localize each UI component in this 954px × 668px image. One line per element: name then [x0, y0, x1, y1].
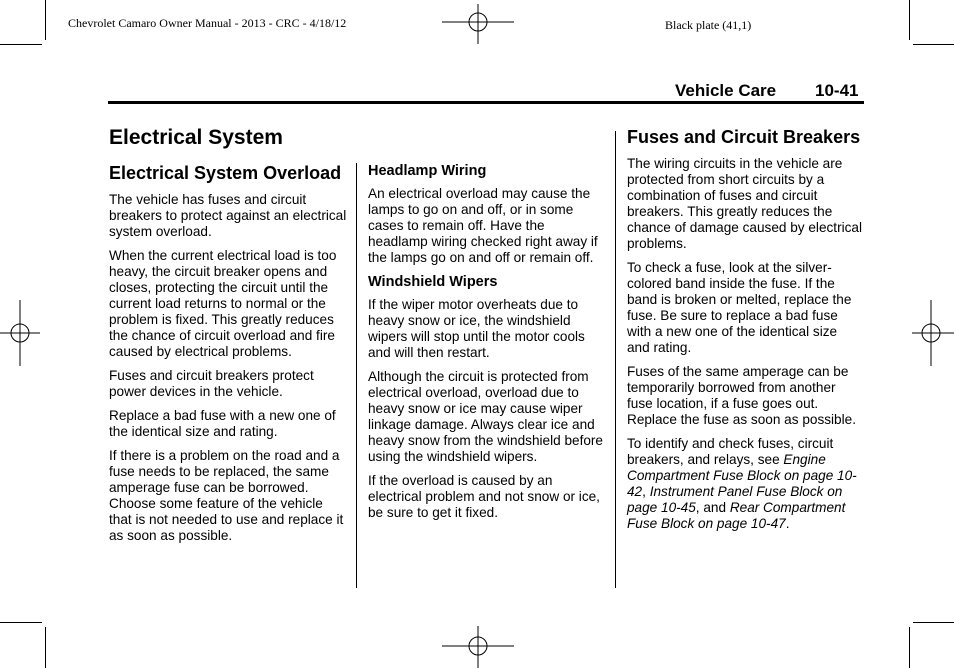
registration-mark-icon — [912, 300, 954, 366]
column-1 — [109, 163, 349, 552]
registration-mark-icon — [442, 626, 514, 668]
paragraph: When the current electrical load is too heavy, the circuit breaker opens and closes, protecting the circuit until the current load returns to normal or the problem is fixed. This greatly reduces the chance of circuit overload and fire caused by electrical problems. — [109, 248, 337, 359]
page-title: Electrical System — [109, 126, 283, 149]
column-2 — [368, 163, 606, 529]
subsection-heading: Headlamp Wiring — [368, 163, 487, 179]
paragraph: Fuses and circuit breakers protect power devices in the vehicle. — [109, 368, 314, 399]
header-rule — [108, 101, 864, 104]
registration-mark-icon — [442, 4, 514, 44]
paragraph: To check a fuse, look at the silver-colored band inside the fuse. If the band is broken or melted, replace the fuse. Be sure to replace a bad fuse with a new one of the identical size and rating. — [627, 260, 852, 355]
cross-reference-link[interactable]: Engine Compartment Fuse Block on page 10-42 — [627, 452, 857, 499]
paragraph — [627, 436, 863, 532]
paragraph: An electrical overload may cause the lamps to go on and off, or in some cases to remain off. Have the headlamp wiring checked right away if the lamps go on and off or remain off. — [368, 186, 598, 265]
ref-intro: To identify and check fuses, circuit breakers, and relays, see — [627, 436, 834, 467]
crop-mark — [45, 627, 46, 668]
crop-mark — [909, 0, 910, 40]
column-divider — [615, 131, 616, 588]
crop-mark — [45, 0, 46, 40]
section-heading: Electrical System Overload — [109, 163, 342, 183]
ref-separator: , and — [695, 500, 730, 515]
page-number: 10-41 — [815, 81, 859, 100]
paragraph: Although the circuit is protected from electrical overload, overload due to heavy snow or ice may cause wiper linkage damage. Always clear ice and heavy snow from the windshield before using the windshield wipers. — [368, 369, 603, 464]
paragraph: If the wiper motor overheats due to heavy snow or ice, the windshield wipers will stop until the motor cools and will then restart. — [368, 297, 585, 360]
cross-reference-link[interactable]: Rear Compartment Fuse Block on page 10-47 — [627, 500, 846, 531]
crop-mark — [0, 622, 42, 623]
crop-mark — [909, 627, 910, 668]
section-heading: Fuses and Circuit Breakers — [627, 127, 861, 147]
paragraph: The vehicle has fuses and circuit breakers to protect against an electrical system overload. — [109, 192, 347, 239]
ref-end: . — [785, 516, 790, 531]
crop-mark — [0, 44, 42, 45]
column-divider — [356, 163, 357, 588]
print-header-left: Chevrolet Camaro Owner Manual - 2013 - CRC - 4/18/12 — [68, 16, 347, 30]
paragraph: If the overload is caused by an electrical problem and not snow or ice, be sure to get it fixed. — [368, 473, 600, 520]
paragraph: Replace a bad fuse with a new one of the identical size and rating. — [109, 408, 336, 439]
print-header-right: Black plate (41,1) — [665, 18, 752, 32]
section-title: Vehicle Care — [675, 81, 777, 100]
cross-reference-link[interactable]: Instrument Panel Fuse Block on page 10-45 — [627, 484, 843, 515]
paragraph: The wiring circuits in the vehicle are protected from short circuits by a combination of fuses and circuit breakers. This greatly reduces the chance of damage caused by electrical problems. — [627, 156, 863, 251]
column-3 — [627, 127, 863, 540]
crop-mark — [913, 622, 954, 623]
paragraph: Fuses of the same amperage can be temporarily borrowed from another fuse location, if a fuse goes out. Replace the fuse as soon as possible. — [627, 364, 856, 427]
subsection-heading: Windshield Wipers — [368, 274, 498, 290]
registration-mark-icon — [0, 300, 40, 366]
paragraph: If there is a problem on the road and a fuse needs to be replaced, the same amperage fuse can be borrowed. Choose some feature of the vehicle that is not needed to use and replace it as soon as possible. — [109, 448, 344, 543]
ref-separator: , — [642, 484, 650, 499]
crop-mark — [913, 44, 954, 45]
